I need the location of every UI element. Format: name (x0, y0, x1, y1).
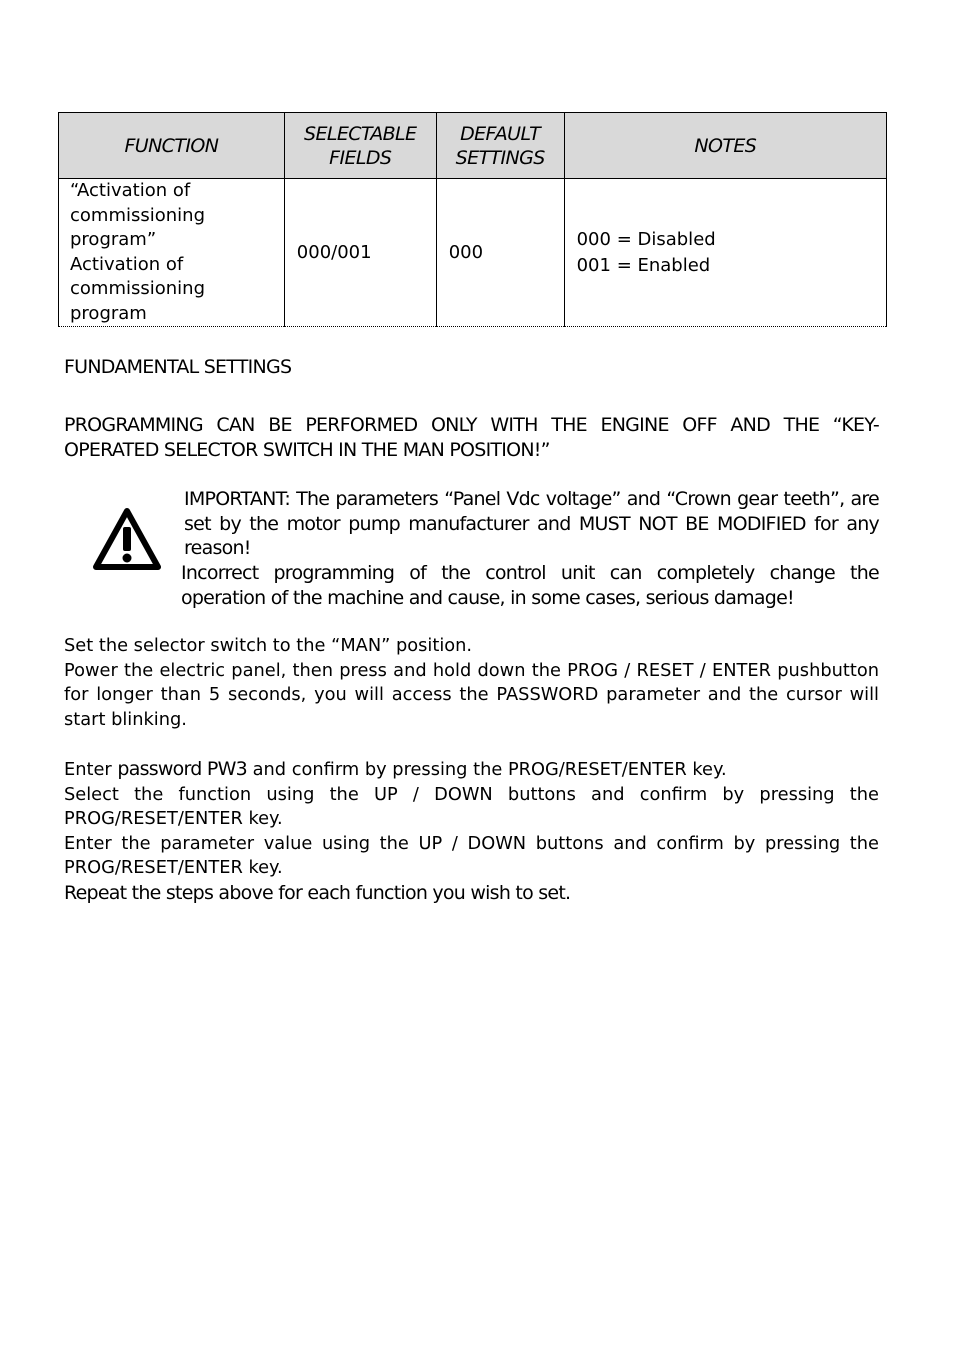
table-row (59, 179, 887, 327)
password-prefix: Enter (64, 759, 118, 780)
cell-notes (564, 179, 886, 327)
cell-default-settings: 000 (436, 179, 564, 327)
instructions-block-1 (64, 634, 879, 732)
function-line: commissioning (70, 204, 205, 226)
instruction-selector: Set the selector switch to the “MAN” position. (64, 635, 473, 656)
function-line: commissioning (70, 278, 205, 299)
warning-triangle-icon (92, 507, 162, 571)
password-emphasis: password PW3 (117, 758, 247, 780)
header-default-settings: DEFAULT SETTINGS (436, 113, 564, 179)
header-selectable-fields: SELECTABLE FIELDS (284, 113, 436, 179)
important-notice (181, 487, 879, 611)
function-line: “Activation of (70, 180, 191, 201)
function-line: program” (70, 229, 157, 250)
notice-paragraph-important: IMPORTANT: The parameters “Panel Vdc voltage” and “Crown gear teeth”, are set by the motor pump manufacturer and MUST NOT BE MODIFIED for any reason! (184, 488, 879, 560)
function-settings-table (58, 112, 887, 327)
section-heading: FUNDAMENTAL SETTINGS (64, 356, 292, 378)
password-suffix: and confirm by pressing the PROG/RESET/ENTER key. (246, 759, 727, 780)
function-line: Activation of (70, 253, 184, 275)
instruction-password (64, 757, 879, 783)
notice-paragraph-incorrect: Incorrect programming of the control unit can completely change the operation of the machine and cause, in some cases, serious damage! (181, 562, 879, 609)
note-line: 001 = Enabled (576, 254, 711, 276)
instruction-select-function: Select the function using the UP / DOWN buttons and confirm by pressing the PROG/RESET/ENTER key. (64, 783, 879, 830)
programming-warning: PROGRAMMING CAN BE PERFORMED ONLY WITH THE ENGINE OFF AND THE “KEY-OPERATED SELECTOR SWITCH IN THE MAN POSITION!” (64, 414, 879, 461)
table-header-row (59, 113, 887, 179)
instruction-enter-value: Enter the parameter value using the UP / DOWN buttons and confirm by pressing the PROG/RESET/ENTER key. (64, 832, 879, 879)
note-line: 000 = Disabled (576, 228, 716, 250)
header-function: FUNCTION (59, 113, 285, 179)
instructions-block-2 (64, 757, 879, 906)
cell-selectable-fields: 000/001 (284, 179, 436, 327)
instruction-repeat: Repeat the steps above for each function you wish to set. (64, 881, 571, 904)
cell-function (59, 179, 285, 327)
header-notes: NOTES (564, 113, 886, 179)
function-line: program (70, 302, 147, 324)
instruction-power: Power the electric panel, then press and hold down the PROG / RESET / ENTER pushbutton for longer than 5 seconds, you will access the PASSWORD parameter and the cursor will start blinking. (64, 659, 879, 730)
